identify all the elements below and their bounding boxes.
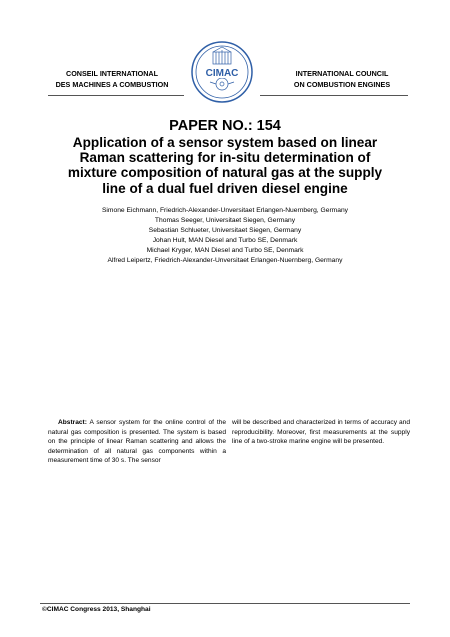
author-line: Sebastian Schlueter, Universitaet Siegen, Germany (148, 226, 302, 234)
author-line: Johan Hult, MAN Diesel and Turbo SE, Denmark (152, 236, 298, 244)
author-line: Thomas Seeger, Universitaet Siegen, Germany (154, 216, 296, 224)
author-line: Alfred Leipertz, Friedrich-Alexander-Unversitaet Erlangen-Nuernberg, Germany (107, 256, 343, 264)
header-right (278, 68, 406, 90)
title-line: mixture composition of natural gas at the supply (67, 165, 383, 181)
header-right-line1: INTERNATIONAL COUNCIL (295, 69, 389, 78)
header-left-rule (48, 95, 184, 96)
abstract-label: Abstract: (58, 419, 87, 426)
abstract-right-column (232, 418, 410, 447)
abstract-left-column (48, 418, 226, 466)
abstract-text-right: will be described and characterized in terms of accuracy and reproducibility. Moreover, first measurements at the supply line of a two-stroke marine engine will be presented. (232, 419, 410, 446)
paper-number: PAPER NO.: 154 (169, 118, 281, 134)
header-left (48, 68, 176, 90)
header-left-line1: CONSEIL INTERNATIONAL (66, 69, 158, 78)
footer-rule (40, 603, 410, 604)
header-left-line2: DES MACHINES A COMBUSTION (55, 80, 169, 89)
paper-title (30, 135, 420, 196)
author-line: Michael Kryger, MAN Diesel and Turbo SE, Denmark (146, 246, 304, 254)
footer-text: ©CIMAC Congress 2013, Shanghai (42, 606, 151, 613)
header-right-rule (260, 95, 408, 96)
author-list (40, 206, 410, 265)
title-line: line of a dual fuel driven diesel engine (102, 180, 348, 196)
header-right-line2: ON COMBUSTION ENGINES (293, 80, 391, 89)
title-line: Application of a sensor system based on linear (72, 135, 378, 150)
author-line: Simone Eichmann, Friedrich-Alexander-Unversitaet Erlangen-Nuernberg, Germany (101, 207, 349, 214)
logo-text: CIMAC (205, 68, 239, 79)
abstract-text-left: A sensor system for the online control of the natural gas composition is presented. The system is based on the principle of linear Raman scattering and allows the determination of all natural gas components within a measurement time of 30 s. The sensor (48, 419, 227, 465)
cimac-logo (190, 40, 254, 104)
title-line: Raman scattering for in-situ determination of (79, 150, 371, 166)
